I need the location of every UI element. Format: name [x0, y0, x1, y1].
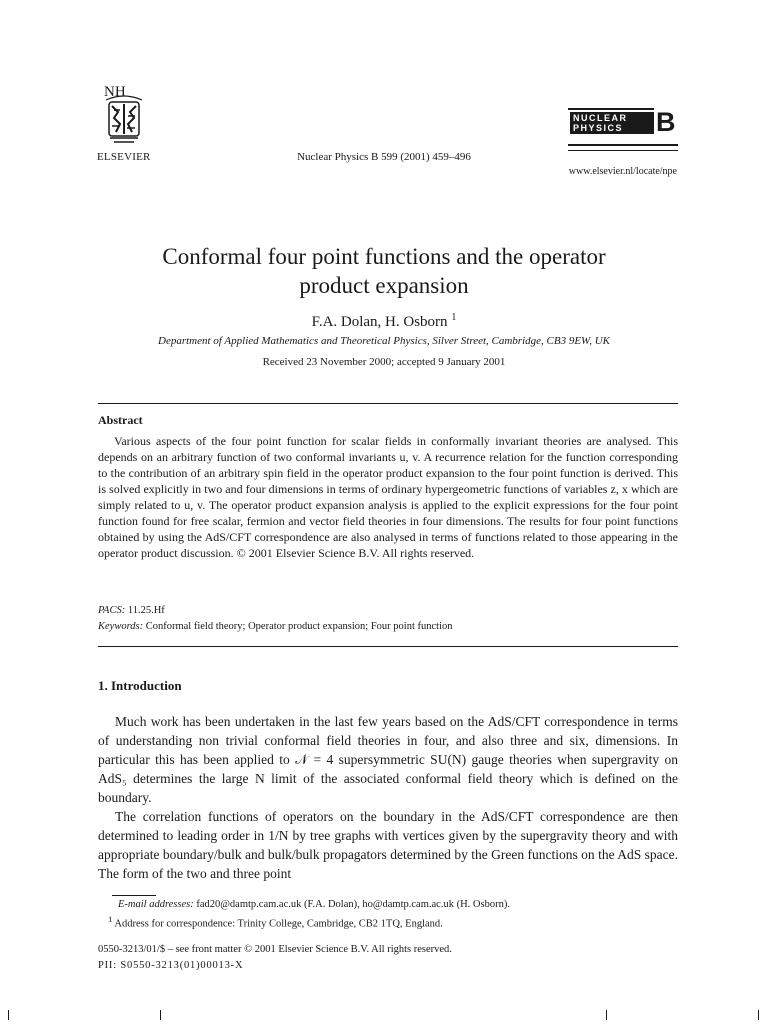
journal-url[interactable]: www.elsevier.nl/locate/npe	[568, 166, 677, 177]
crop-mark	[160, 1010, 161, 1020]
article-title	[0, 242, 768, 300]
abstract-bottom-rule	[98, 646, 678, 647]
publisher-name: ELSEVIER	[97, 151, 151, 163]
journal-badge	[568, 108, 678, 160]
footnote-email	[118, 899, 510, 910]
pii-line: PII: S0550-3213(01)00013-X	[98, 960, 244, 971]
abstract-top-rule	[98, 403, 678, 404]
crop-mark	[606, 1010, 607, 1020]
author-list	[0, 312, 768, 331]
pacs-line	[98, 605, 165, 616]
affiliation: Department of Applied Mathematics and Theoretical Physics, Silver Street, Cambridge, CB3 9EW, UK	[158, 335, 610, 347]
abstract-heading: Abstract	[98, 413, 143, 427]
title-line-2: product expansion	[299, 273, 469, 298]
pacs-label: PACS:	[98, 605, 126, 616]
keywords-line	[98, 621, 453, 632]
issn-line: 0550-3213/01/$ – see front matter © 2001 Elsevier Science B.V. All rights reserved.	[98, 944, 452, 955]
author-footnote-mark: 1	[451, 312, 457, 323]
journal-reference: Nuclear Physics B 599 (2001) 459–496	[297, 151, 471, 163]
footnote-1	[108, 914, 443, 930]
journal-badge-line2: PHYSICS	[573, 123, 624, 133]
section-heading-introduction: 1. Introduction	[98, 678, 182, 693]
intro-paragraph-1: Much work has been undertaken in the last few years based on the AdS/CFT correspondence in terms of understanding non trivial conformal field theories in four, and also three and six, dimensions. In particular this has been applied to 𝒩 = 4 supersymmetric SU(N) gauge theories when supergravity on AdS₅ determines the large N limit of the associated conformal field theory which is defined on the boundary.	[98, 714, 678, 805]
abstract-text: Various aspects of the four point function for scalar fields in conformally invariant theories are analysed. This depends on an arbitrary function of two conformal invariants u, v. A recurrence relation for the function corresponding to the contribution of an arbitrary spin field in the operator product expansion to the four point function is derived. This is solved explicitly in two and four dimensions in terms of ordinary hypergeometric functions of variables z, x which are simply related to u, v. The operator product expansion analysis is applied to the explicit expressions for the four point function found for free scalar, fermion and vector field theories in four dimensions. The results for four point functions obtained by using the AdS/CFT correspondence are also analysed in terms of functions related to those appearing in the operator product discussion. © 2001 Elsevier Science B.V. All rights reserved.	[98, 434, 678, 560]
logo-letters: NH	[104, 84, 126, 100]
authors-names: F.A. Dolan, H. Osborn	[311, 314, 448, 330]
elsevier-tree-logo	[100, 82, 148, 148]
pacs-value: 11.25.Hf	[127, 605, 165, 616]
footnote-rule	[112, 895, 156, 896]
keywords-label: Keywords:	[98, 621, 144, 632]
email-addresses[interactable]: fad20@damtp.cam.ac.uk (F.A. Dolan), ho@damtp.cam.ac.uk (H. Osborn).	[196, 899, 510, 910]
journal-badge-line1: NUCLEAR	[573, 113, 628, 123]
email-label: E-mail addresses:	[118, 899, 194, 910]
received-dates: Received 23 November 2000; accepted 9 January 2001	[262, 356, 506, 368]
journal-badge-letter: B	[656, 107, 676, 137]
title-line-1: Conformal four point functions and the operator	[162, 244, 606, 269]
keywords-value: Conformal field theory; Operator product expansion; Four point function	[145, 621, 453, 632]
footnote-1-mark: 1	[108, 914, 113, 924]
footnote-1-text: Address for correspondence: Trinity College, Cambridge, CB2 1TQ, England.	[114, 918, 443, 930]
crop-mark	[758, 1010, 759, 1020]
intro-paragraph-2: The correlation functions of operators on the boundary in the AdS/CFT correspondence are then determined to leading order in 1/N by tree graphs with vertices given by the supergravity theory and with appropriate boundary/bulk and bulk/bulk propagators determined by the Green functions on the AdS space. The form of the two and three point	[98, 809, 678, 881]
journal-badge-text	[570, 112, 654, 134]
crop-mark	[8, 1010, 9, 1020]
